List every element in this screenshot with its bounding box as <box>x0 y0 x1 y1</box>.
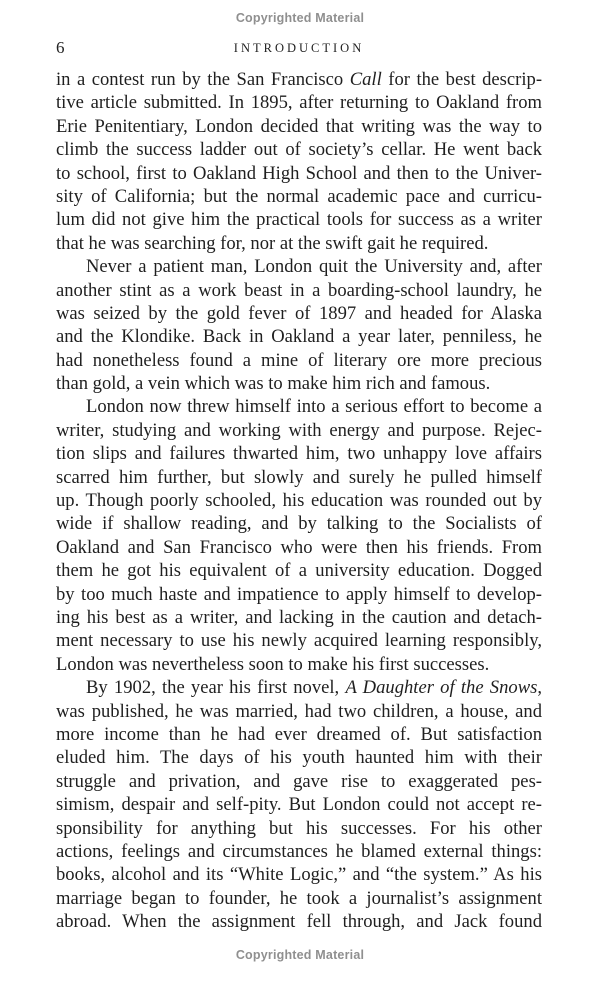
text-line: struggle and privation, and gave rise to exaggerated pes- <box>56 770 542 792</box>
text-line: up. Though poorly schooled, his education was rounded out by <box>56 490 542 512</box>
text-line: marriage began to founder, he took a journalist’s assignment <box>56 887 542 909</box>
text-line: London now threw himself into a serious effort to become a <box>86 396 542 418</box>
running-head: INTRODUCTION <box>233 40 365 55</box>
text-line: ing his best as a writer, and lacking in the caution and detach- <box>56 606 542 628</box>
copyright-banner-bottom: Copyrighted Material <box>235 948 365 962</box>
text-line: by too much haste and impatience to apply himself to develop- <box>56 583 542 605</box>
text-line: scarred him further, but slowly and surely he pulled himself <box>56 466 542 488</box>
text-line: climb the success ladder out of society’s cellar. He went back <box>56 139 542 161</box>
text-line: actions, feelings and circumstances he blamed external things: <box>56 840 542 862</box>
text-line: and the Klondike. Back in Oakland a year later, penniless, he <box>56 326 542 348</box>
text-line: By 1902, the year his first novel, A Daughter of the Snows, <box>86 677 542 699</box>
page-header <box>56 38 542 58</box>
text-line: Erie Penitentiary, London decided that writing was the way to <box>56 115 542 137</box>
text-line: in a contest run by the San Francisco Call for the best descrip- <box>56 69 543 90</box>
text-line: ment necessary to use his newly acquired learning responsibly, <box>56 630 542 652</box>
text-line: books, alcohol and its “White Logic,” and “the system.” As his <box>56 864 542 886</box>
text-line: was published, he was married, had two children, a house, and <box>56 700 542 722</box>
page-number: 6 <box>56 38 65 57</box>
text-line: Oakland and San Francisco who were then his friends. From <box>56 536 542 558</box>
paragraph <box>56 395 542 676</box>
paragraph <box>56 68 542 255</box>
text-line: had nonetheless found a mine of literary ore more precious <box>56 349 542 371</box>
text-line: Never a patient man, London quit the University and, after <box>86 256 542 278</box>
text-line: was seized by the gold fever of 1897 and headed for Alaska <box>56 302 542 324</box>
text-line: tion slips and failures thwarted him, two unhappy love affairs <box>56 443 542 465</box>
text-line: eluded him. The days of his youth haunted him with their <box>56 747 542 769</box>
text-line: simism, despair and self-pity. But London could not accept re- <box>56 794 542 816</box>
text-line: sity of California; but the normal academic pace and curricu- <box>56 185 542 207</box>
text-line: another stint as a work beast in a boarding-school laundry, he <box>56 279 542 301</box>
paragraph <box>56 255 542 395</box>
text-line: abroad. When the assignment fell through, and Jack found <box>56 911 542 933</box>
copyright-banner-top: Copyrighted Material <box>235 11 365 25</box>
text-line: lum did not give him the practical tools for success as a writer <box>56 209 542 231</box>
text-line: than gold, a vein which was to make him rich and famous. <box>56 373 491 395</box>
paragraph <box>56 676 542 933</box>
text-line: sponsibility for anything but his successes. For his other <box>56 817 542 839</box>
text-line: writer, studying and working with energy and purpose. Rejec- <box>56 419 542 441</box>
body-text <box>56 68 542 933</box>
text-line: London was nevertheless soon to make his first successes. <box>56 653 490 675</box>
text-line: more income than he had ever dreamed of. But satisfaction <box>56 723 542 745</box>
text-line: them he got his equivalent of a university education. Dogged <box>56 560 542 582</box>
text-line: tive article submitted. In 1895, after returning to Oakland from <box>56 92 542 114</box>
text-line: that he was searching for, nor at the swift gait he required. <box>56 232 489 254</box>
text-line: to school, first to Oakland High School and then to the Univer- <box>56 162 542 184</box>
text-line: wide if shallow reading, and by talking to the Socialists of <box>56 513 542 535</box>
